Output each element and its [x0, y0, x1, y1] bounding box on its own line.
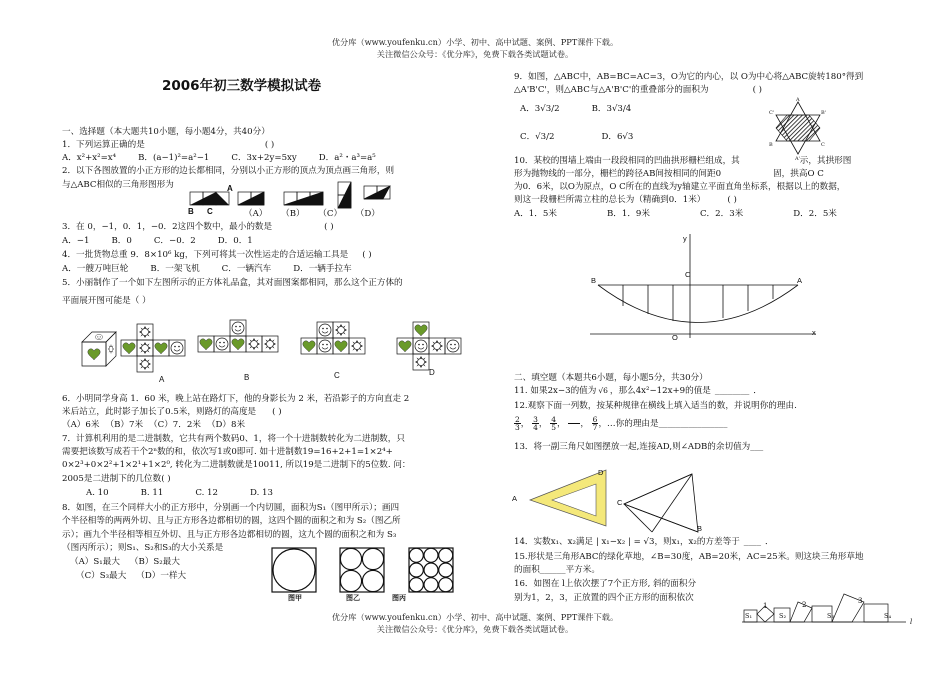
q15-line-2: 的面积______平方米。 — [514, 565, 600, 575]
q10-label-y: y — [683, 234, 687, 243]
q13-label-b: B — [697, 524, 703, 533]
q10-label-x: x — [812, 328, 816, 337]
q4-options — [62, 264, 374, 275]
q3-stem: 3．在 0，−1，0．1，−0．2这四个数中，最小的数是 ( ) — [62, 222, 334, 232]
q8-options-row-1 — [70, 557, 180, 568]
q4-option-b: B．一架飞机 — [150, 264, 200, 274]
q4-stem: 4．一批货物总重 9．8×10⁶ kg，下列可将其一次性运走的合适运输工具是 ( ) — [62, 250, 372, 260]
q16-s1: S₁ — [745, 612, 753, 620]
q6-option-d: （D）8米 — [206, 420, 246, 430]
q2-label-c: C — [207, 207, 213, 216]
q10-label-o: O — [672, 333, 678, 342]
q15-line-1: 15.形状是三角形ABC的绿化草地，∠B=30度，AB=20米，AC=25米。则这块三角形草地 — [514, 552, 864, 562]
q7-line-1: 7．计算机利用的是二进制数，它共有两个数码0、1，将一个十进制数转化为二进制数，只 — [62, 434, 405, 444]
q7-line-3: 0×2³+0×2²+1×2¹+1×2⁰, 转化为二进制数就是10011, 所以19是二进制下的5位数. 问： — [62, 460, 411, 470]
q16-num-1: 1 — [763, 602, 768, 610]
q10-line-3: 为0．6米，以O为原点，O C所在的直线为y轴建立平面直角坐标系，根据以上的数据， — [514, 182, 846, 192]
q16-line-2: 别为1，2，3，正放置的四个正方形的面积依次 — [514, 593, 694, 603]
q10-line-4: 则这一段栅栏所需立柱的总长为（精确到0．1米） ( ) — [514, 195, 737, 205]
q10-options — [514, 209, 837, 220]
q3-option-c: C．−0．2 — [153, 236, 196, 246]
q7-line-4: 2005是二进制下的几位数( ) — [62, 474, 171, 484]
q12-line-1: 12.观察下面一列数，按某种规律在横线上填入适当的数，并说明你的理由. — [514, 401, 797, 411]
q8-option-c: （C）S₃最大 — [76, 571, 127, 581]
q6-option-b: （B）7米 — [105, 420, 144, 430]
q7-line-2: 需要把该数写成若干个2ⁿ数的和，依次写1或0即可. 如十进制数19=16+2+1=1×2⁴+ — [62, 447, 393, 457]
q8-caption-jia: 图甲 — [288, 595, 302, 602]
section-1-heading: 一、选择题（本大题共10小题，每小题4分，共40分） — [62, 127, 270, 137]
q16-line-1: 16．如图在 l上依次摆了7个正方形, 斜的面积分 — [514, 579, 697, 589]
q10-label-b: B — [591, 276, 597, 285]
q2-option-c: （C） — [322, 209, 343, 219]
q9-options-row-1 — [520, 104, 631, 115]
q13-stem: 13．将一副三角尺如图摆放一起,连接AD,则∠ADB的余切值为___ — [514, 442, 764, 452]
q8-line-1: 8．如图，在三个同样大小的正方形中，分别画一个内切圆，面积为S₁（图甲所示）；画四 — [62, 503, 400, 513]
q1-option-c: C．3x+2y=5xy — [231, 153, 297, 163]
q13-label-c: C — [617, 498, 623, 507]
svg-text:B: B — [769, 142, 773, 148]
q9-star-figure — [768, 98, 828, 160]
q8-circle-figures — [272, 548, 457, 596]
q5-label-d: D — [429, 368, 435, 377]
q10-parabola-figure — [590, 230, 830, 345]
q5-line-1: 5．小丽制作了一个如下左图所示的正方体礼品盒，其对面图案都相同，那么这个正方体的 — [62, 278, 403, 288]
q8-option-b: （B）S₂最大 — [129, 557, 180, 567]
q16-line-l: l — [910, 618, 913, 626]
q8-line-3: 示）；画九个半径相等相互外切、且与正方形各边都相切的圆，这九个圆的面积之和为 S₃ — [62, 530, 397, 540]
svg-text:A': A' — [795, 156, 800, 162]
svg-text:A: A — [796, 97, 800, 103]
q8-option-a: （A）S₁最大 — [70, 557, 120, 567]
q9-option-a: A．3√3/2 — [520, 104, 560, 114]
q6-line-2: 米后站立，此时影子加长了0.5米，则路灯的高度是 ( ) — [62, 407, 282, 417]
q5-label-a: A — [159, 375, 165, 384]
svg-text:C: C — [821, 142, 825, 148]
q2-line-1: 2．以下各图放置的小正方形的边长都相同，分别以小正方形的顶点为顶点画三角形，则 — [62, 166, 395, 176]
q2-option-a: （A） — [244, 209, 268, 219]
section-2-heading: 二、填空题（本题共6小题，每小题5分，共30分） — [514, 373, 708, 383]
q16-num-2: 2 — [802, 601, 807, 609]
q9-option-c: C．√3/2 — [520, 132, 555, 142]
q4-option-c: C．一辆汽车 — [221, 264, 272, 274]
q2-triangle-abc — [190, 192, 229, 205]
header-line-1: 优分库（www.youfenku.cn）小学、初中、高中试题、案例、PPT课件下载。 — [331, 37, 619, 47]
header-line-2: 关注微信公众号：《优分库》，免费下载各类试题试卷。 — [376, 49, 574, 59]
q8-line-4: （图丙所示）；则S₁、S₂和S₃的大小关系是 — [62, 543, 224, 553]
q6-option-c: （C）7．2米 — [149, 420, 201, 430]
q10-option-c: C．2．3米 — [699, 209, 744, 219]
q1-options — [62, 153, 398, 164]
q8-caption-yi: 图乙 — [346, 595, 360, 602]
q5-gift-cube — [82, 332, 116, 366]
q10-label-c: C — [685, 270, 691, 279]
svg-text:C': C' — [769, 110, 775, 116]
svg-text:B': B' — [821, 110, 827, 116]
q4-option-d: D．一辆手拉车 — [293, 264, 352, 274]
q7-options — [86, 488, 273, 499]
q4-option-a: A．一艘万吨巨轮 — [62, 264, 129, 274]
q8-caption-bing: 图丙 — [392, 595, 406, 602]
q1-option-a: A．x²+x²=x⁴ — [62, 153, 117, 163]
q10-option-d: D．2．5米 — [793, 209, 837, 219]
q7-option-b: B. 11 — [140, 488, 164, 498]
q14-stem: 14．实数x₁、x₂满足 | x₁−x₂ | = √3，则x₁，x₂的方差等于 ____ ． — [514, 537, 774, 547]
q10-label-a: A — [797, 276, 803, 285]
q10-line-2: 形为抛物线的一部分，栅栏的跨径AB间按相同的间距0 固，拱高O C — [514, 169, 824, 179]
q9-option-b: B．3√3/4 — [591, 104, 632, 114]
q16-s3: S₃ — [827, 612, 835, 620]
q1-option-d: D．a²・a³=a⁵ — [318, 153, 376, 163]
q13-label-a: A — [512, 494, 518, 503]
footer-line-2: 关注微信公众号：《优分库》，免费下载各类试题试卷。 — [376, 624, 574, 634]
q5-label-b: B — [244, 373, 250, 382]
q16-s4: S₄ — [884, 612, 892, 620]
footer-line-1: 优分库（www.youfenku.cn）小学、初中、高中试题、案例、PPT课件下载。 — [331, 612, 619, 622]
q7-option-d: D. 13 — [250, 488, 273, 498]
q11-stem: 11. 如果2x−3的值为 √6 ，那么4x²−12x+9的值是 ________ ． — [514, 386, 762, 396]
q2-label-b: B — [188, 207, 194, 216]
q7-option-c: C. 12 — [195, 488, 218, 498]
page-title: 2006年初三数学模拟试卷 — [162, 78, 322, 94]
q2-line-2: 与△ABC相似的三角形图形为 — [62, 180, 174, 190]
q6-option-a: （A）6米 — [62, 420, 100, 430]
q6-line-1: 6．小明同学身高 1．60 米，晚上站在路灯下，他的身影长为 2 米，若沿影子的方向直走 2 — [62, 394, 410, 404]
q12-sequence: $\frac{2}{3}$ ， $\frac{3}{4}$ ， $\frac{4}{5}$ ， ， $\frac{6}{7}$ ，…你的理由是________________ — [515, 414, 728, 432]
q5-figures — [80, 320, 470, 380]
q2-options — [244, 209, 380, 220]
q5-label-c: C — [334, 371, 340, 380]
q16-s2: S₂ — [779, 612, 787, 620]
q3-option-d: D．0．1 — [217, 236, 253, 246]
q13-label-d: D — [598, 468, 604, 477]
q2-label-a: A — [227, 184, 233, 193]
q9-option-d: D．6√3 — [601, 132, 634, 142]
q16-num-3: 3 — [858, 597, 863, 605]
q3-option-a: A．−1 — [62, 236, 90, 246]
q9-options-row-2 — [520, 132, 633, 143]
q2-option-b: （B） — [285, 209, 305, 219]
q10-line-1: 10．某校的围墙上端由一段段相同的凹曲拱形栅栏组成，其 示，其拱形图 — [514, 156, 852, 166]
q8-line-2: 个半径相等的两两外切、且与正方形各边都相切的圆，这四个圆的面积之和为 S₂（图乙所 — [62, 516, 401, 526]
q10-option-b: B．1．9米 — [606, 209, 650, 219]
q8-option-d: （D）一样大 — [136, 571, 187, 581]
q3-options — [62, 236, 275, 247]
q10-option-a: A．1．5米 — [514, 209, 557, 219]
q5-line-2: 平面展开图可能是（ ） — [62, 296, 151, 306]
q3-option-b: B．0 — [111, 236, 132, 246]
q9-line-2: △A'B'C'，则△ABC与△A'B'C'的重叠部分的面积为 ( ) — [514, 85, 763, 95]
q6-options — [62, 420, 245, 431]
q8-options-row-2 — [76, 571, 186, 582]
q7-option-a: A. 10 — [86, 488, 109, 498]
q1-option-b: B．(a−1)²=a²−1 — [138, 153, 210, 163]
q9-line-1: 9．如图，△ABC中，AB=BC=AC=3，O为它的内心，以 O为中心将△ABC旋转180°得到 — [514, 72, 864, 82]
q2-option-d: （D） — [360, 209, 380, 219]
q1-stem: 1．下列运算正确的是 ( ) — [62, 140, 275, 150]
